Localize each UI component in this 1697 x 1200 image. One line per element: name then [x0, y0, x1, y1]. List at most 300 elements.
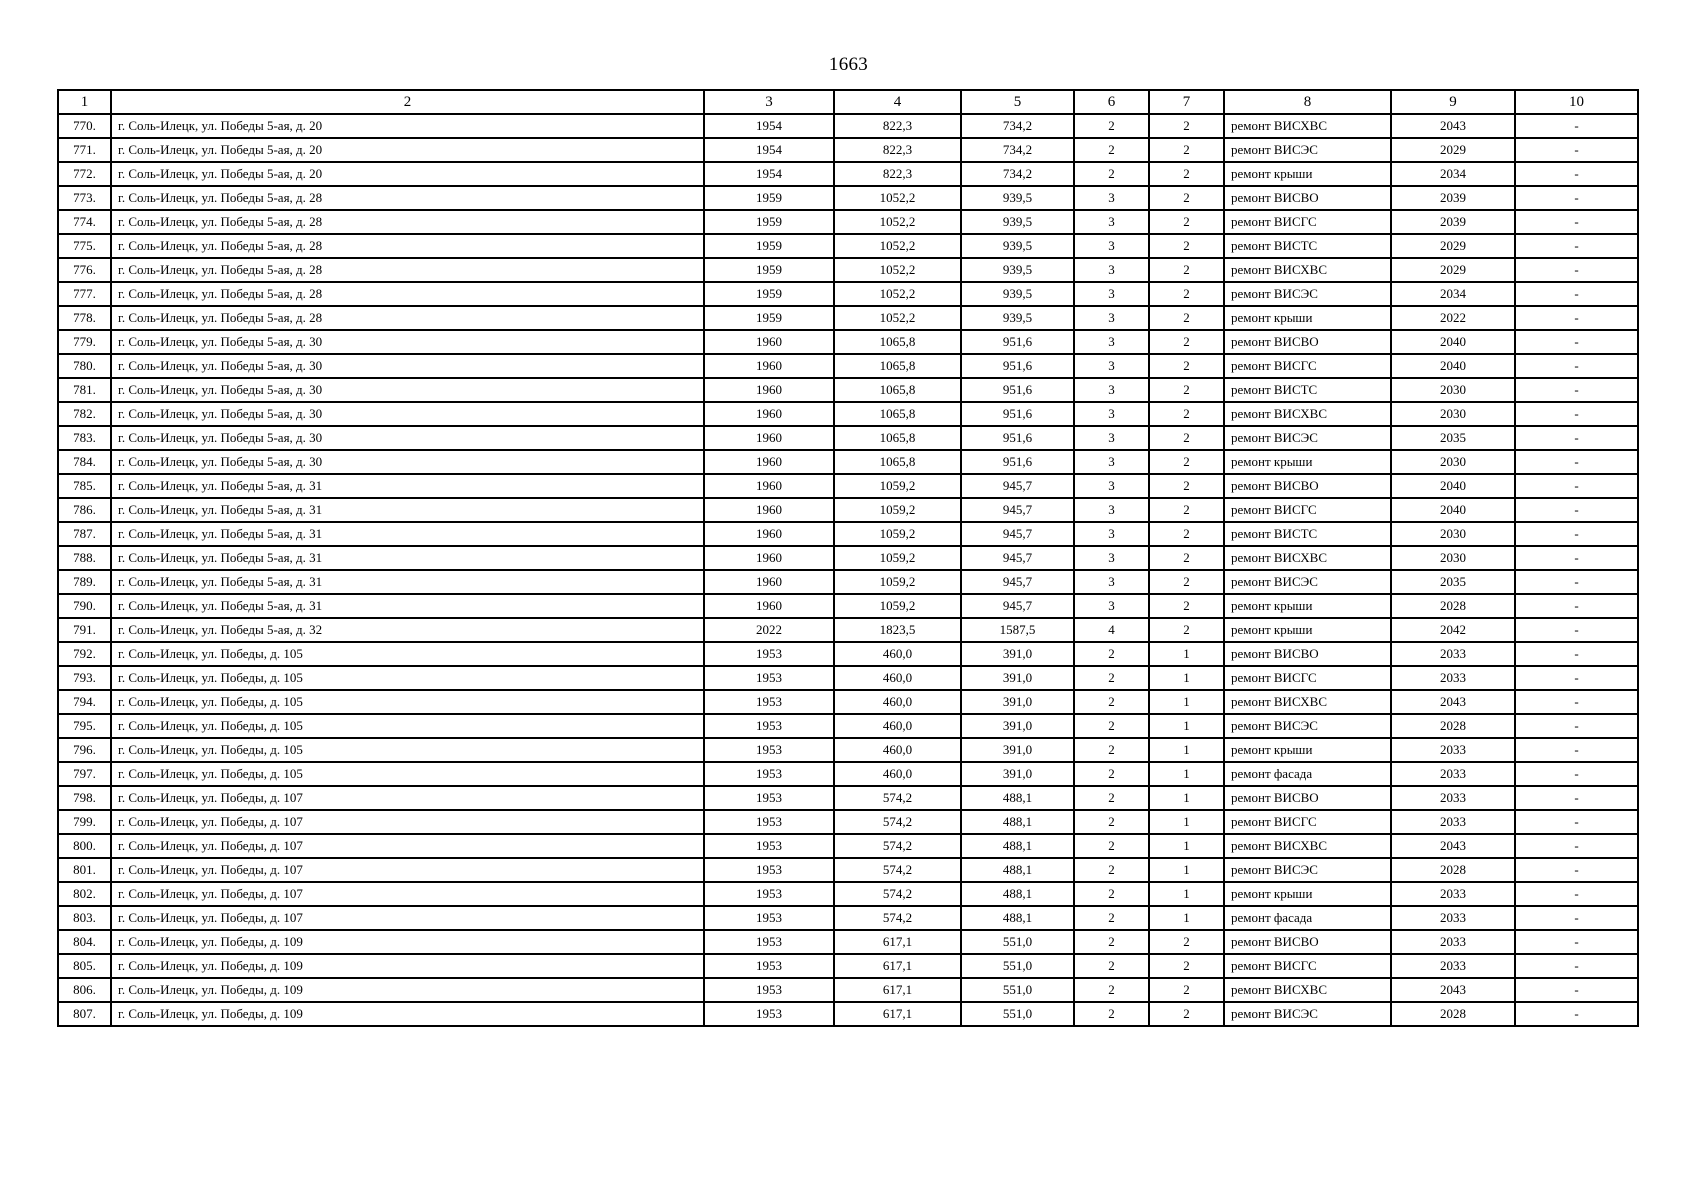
entrances-cell: 2 — [1149, 258, 1224, 282]
total-area-cell: 1065,8 — [834, 450, 961, 474]
address-cell: г. Соль-Илецк, ул. Победы, д. 105 — [111, 714, 704, 738]
year-cell: 1960 — [704, 570, 834, 594]
living-area-cell: 488,1 — [961, 906, 1074, 930]
entrances-cell: 1 — [1149, 690, 1224, 714]
year-cell: 1953 — [704, 1002, 834, 1026]
address-cell: г. Соль-Илецк, ул. Победы 5-ая, д. 31 — [111, 546, 704, 570]
living-area-cell: 1587,5 — [961, 618, 1074, 642]
year-cell: 1960 — [704, 546, 834, 570]
year-cell: 1960 — [704, 594, 834, 618]
year-cell: 1960 — [704, 450, 834, 474]
planned-year-cell: 2035 — [1391, 570, 1515, 594]
entrances-cell: 2 — [1149, 954, 1224, 978]
table-row — [58, 714, 1638, 738]
total-area-cell: 1052,2 — [834, 186, 961, 210]
living-area-cell: 951,6 — [961, 378, 1074, 402]
total-area-cell: 1065,8 — [834, 402, 961, 426]
total-area-cell: 1065,8 — [834, 378, 961, 402]
repair-type-cell: ремонт ВИСГС — [1224, 210, 1391, 234]
year-cell: 1954 — [704, 114, 834, 138]
table-row — [58, 594, 1638, 618]
repair-type-cell: ремонт ВИСЭС — [1224, 282, 1391, 306]
year-cell: 1960 — [704, 498, 834, 522]
row-number-cell: 789. — [58, 570, 111, 594]
note-cell: - — [1515, 666, 1638, 690]
repair-type-cell: ремонт ВИСВО — [1224, 930, 1391, 954]
floors-cell: 3 — [1074, 354, 1149, 378]
table-row — [58, 210, 1638, 234]
repair-type-cell: ремонт ВИСХВС — [1224, 546, 1391, 570]
row-number-cell: 792. — [58, 642, 111, 666]
living-area-cell: 488,1 — [961, 882, 1074, 906]
table-row — [58, 786, 1638, 810]
planned-year-cell: 2033 — [1391, 642, 1515, 666]
year-cell: 1959 — [704, 258, 834, 282]
planned-year-cell: 2040 — [1391, 330, 1515, 354]
address-cell: г. Соль-Илецк, ул. Победы, д. 107 — [111, 858, 704, 882]
floors-cell: 2 — [1074, 1002, 1149, 1026]
total-area-cell: 1059,2 — [834, 546, 961, 570]
table-row — [58, 354, 1638, 378]
repair-type-cell: ремонт ВИСВО — [1224, 786, 1391, 810]
repair-type-cell: ремонт ВИСХВС — [1224, 978, 1391, 1002]
year-cell: 1953 — [704, 978, 834, 1002]
total-area-cell: 460,0 — [834, 738, 961, 762]
table-row — [58, 570, 1638, 594]
floors-cell: 3 — [1074, 258, 1149, 282]
planned-year-cell: 2033 — [1391, 786, 1515, 810]
planned-year-cell: 2043 — [1391, 834, 1515, 858]
planned-year-cell: 2043 — [1391, 114, 1515, 138]
row-number-cell: 782. — [58, 402, 111, 426]
note-cell: - — [1515, 210, 1638, 234]
total-area-cell: 460,0 — [834, 666, 961, 690]
table-row — [58, 858, 1638, 882]
total-area-cell: 617,1 — [834, 978, 961, 1002]
year-cell: 1959 — [704, 210, 834, 234]
repair-type-cell: ремонт ВИСГС — [1224, 810, 1391, 834]
note-cell: - — [1515, 258, 1638, 282]
table-row — [58, 810, 1638, 834]
address-cell: г. Соль-Илецк, ул. Победы 5-ая, д. 28 — [111, 282, 704, 306]
total-area-cell: 1052,2 — [834, 258, 961, 282]
repair-type-cell: ремонт ВИСЭС — [1224, 426, 1391, 450]
row-number-cell: 800. — [58, 834, 111, 858]
floors-cell: 3 — [1074, 282, 1149, 306]
note-cell: - — [1515, 402, 1638, 426]
table-row — [58, 930, 1638, 954]
entrances-cell: 1 — [1149, 714, 1224, 738]
floors-cell: 3 — [1074, 546, 1149, 570]
address-cell: г. Соль-Илецк, ул. Победы 5-ая, д. 20 — [111, 114, 704, 138]
year-cell: 1960 — [704, 354, 834, 378]
repair-type-cell: ремонт ВИСХВС — [1224, 258, 1391, 282]
entrances-cell: 2 — [1149, 162, 1224, 186]
total-area-cell: 822,3 — [834, 138, 961, 162]
note-cell: - — [1515, 570, 1638, 594]
entrances-cell: 2 — [1149, 978, 1224, 1002]
year-cell: 1953 — [704, 738, 834, 762]
planned-year-cell: 2043 — [1391, 978, 1515, 1002]
repair-type-cell: ремонт ВИСТС — [1224, 378, 1391, 402]
row-number-cell: 770. — [58, 114, 111, 138]
floors-cell: 2 — [1074, 906, 1149, 930]
living-area-cell: 391,0 — [961, 714, 1074, 738]
note-cell: - — [1515, 930, 1638, 954]
year-cell: 1960 — [704, 426, 834, 450]
entrances-cell: 1 — [1149, 666, 1224, 690]
living-area-cell: 945,7 — [961, 546, 1074, 570]
total-area-cell: 1059,2 — [834, 474, 961, 498]
entrances-cell: 1 — [1149, 762, 1224, 786]
floors-cell: 3 — [1074, 522, 1149, 546]
total-area-cell: 1059,2 — [834, 498, 961, 522]
repair-type-cell: ремонт ВИСТС — [1224, 522, 1391, 546]
floors-cell: 3 — [1074, 402, 1149, 426]
planned-year-cell: 2040 — [1391, 354, 1515, 378]
address-cell: г. Соль-Илецк, ул. Победы 5-ая, д. 30 — [111, 354, 704, 378]
row-number-cell: 798. — [58, 786, 111, 810]
repair-type-cell: ремонт крыши — [1224, 306, 1391, 330]
address-cell: г. Соль-Илецк, ул. Победы, д. 105 — [111, 642, 704, 666]
total-area-cell: 1065,8 — [834, 426, 961, 450]
floors-cell: 2 — [1074, 786, 1149, 810]
row-number-cell: 794. — [58, 690, 111, 714]
planned-year-cell: 2035 — [1391, 426, 1515, 450]
floors-cell: 3 — [1074, 234, 1149, 258]
repair-type-cell: ремонт крыши — [1224, 618, 1391, 642]
table-row — [58, 666, 1638, 690]
row-number-cell: 787. — [58, 522, 111, 546]
total-area-cell: 1052,2 — [834, 306, 961, 330]
entrances-cell: 2 — [1149, 618, 1224, 642]
address-cell: г. Соль-Илецк, ул. Победы 5-ая, д. 28 — [111, 186, 704, 210]
floors-cell: 3 — [1074, 570, 1149, 594]
living-area-cell: 391,0 — [961, 738, 1074, 762]
repair-type-cell: ремонт крыши — [1224, 450, 1391, 474]
living-area-cell: 951,6 — [961, 426, 1074, 450]
entrances-cell: 2 — [1149, 1002, 1224, 1026]
table-row — [58, 234, 1638, 258]
note-cell: - — [1515, 762, 1638, 786]
planned-year-cell: 2033 — [1391, 810, 1515, 834]
table-row — [58, 138, 1638, 162]
floors-cell: 2 — [1074, 162, 1149, 186]
floors-cell: 3 — [1074, 186, 1149, 210]
table-row — [58, 426, 1638, 450]
repair-type-cell: ремонт ВИСГС — [1224, 666, 1391, 690]
entrances-cell: 2 — [1149, 186, 1224, 210]
living-area-cell: 945,7 — [961, 570, 1074, 594]
living-area-cell: 551,0 — [961, 954, 1074, 978]
row-number-cell: 793. — [58, 666, 111, 690]
entrances-cell: 2 — [1149, 114, 1224, 138]
entrances-cell: 2 — [1149, 522, 1224, 546]
total-area-cell: 574,2 — [834, 906, 961, 930]
total-area-cell: 617,1 — [834, 930, 961, 954]
year-cell: 1959 — [704, 186, 834, 210]
total-area-cell: 1823,5 — [834, 618, 961, 642]
note-cell: - — [1515, 162, 1638, 186]
total-area-cell: 574,2 — [834, 786, 961, 810]
address-cell: г. Соль-Илецк, ул. Победы 5-ая, д. 30 — [111, 330, 704, 354]
planned-year-cell: 2029 — [1391, 234, 1515, 258]
year-cell: 1953 — [704, 858, 834, 882]
address-cell: г. Соль-Илецк, ул. Победы 5-ая, д. 30 — [111, 378, 704, 402]
note-cell: - — [1515, 786, 1638, 810]
note-cell: - — [1515, 1002, 1638, 1026]
address-cell: г. Соль-Илецк, ул. Победы 5-ая, д. 30 — [111, 450, 704, 474]
table-row — [58, 186, 1638, 210]
repair-type-cell: ремонт фасада — [1224, 762, 1391, 786]
note-cell: - — [1515, 882, 1638, 906]
living-area-cell: 945,7 — [961, 474, 1074, 498]
floors-cell: 2 — [1074, 666, 1149, 690]
repair-type-cell: ремонт ВИСХВС — [1224, 402, 1391, 426]
living-area-cell: 945,7 — [961, 594, 1074, 618]
living-area-cell: 551,0 — [961, 1002, 1074, 1026]
note-cell: - — [1515, 738, 1638, 762]
note-cell: - — [1515, 954, 1638, 978]
address-cell: г. Соль-Илецк, ул. Победы, д. 109 — [111, 1002, 704, 1026]
living-area-cell: 734,2 — [961, 138, 1074, 162]
table-row — [58, 282, 1638, 306]
address-cell: г. Соль-Илецк, ул. Победы 5-ая, д. 28 — [111, 210, 704, 234]
year-cell: 1953 — [704, 906, 834, 930]
year-cell: 1960 — [704, 378, 834, 402]
year-cell: 1959 — [704, 234, 834, 258]
living-area-cell: 945,7 — [961, 522, 1074, 546]
row-number-cell: 799. — [58, 810, 111, 834]
row-number-cell: 780. — [58, 354, 111, 378]
year-cell: 1953 — [704, 762, 834, 786]
floors-cell: 3 — [1074, 498, 1149, 522]
repair-type-cell: ремонт ВИСЭС — [1224, 1002, 1391, 1026]
address-cell: г. Соль-Илецк, ул. Победы, д. 107 — [111, 810, 704, 834]
column-header: 5 — [961, 90, 1074, 114]
entrances-cell: 2 — [1149, 210, 1224, 234]
floors-cell: 2 — [1074, 882, 1149, 906]
note-cell: - — [1515, 978, 1638, 1002]
repair-type-cell: ремонт ВИСГС — [1224, 498, 1391, 522]
table-row — [58, 162, 1638, 186]
row-number-cell: 775. — [58, 234, 111, 258]
note-cell: - — [1515, 858, 1638, 882]
planned-year-cell: 2040 — [1391, 498, 1515, 522]
living-area-cell: 488,1 — [961, 786, 1074, 810]
address-cell: г. Соль-Илецк, ул. Победы 5-ая, д. 30 — [111, 402, 704, 426]
planned-year-cell: 2034 — [1391, 282, 1515, 306]
address-cell: г. Соль-Илецк, ул. Победы, д. 105 — [111, 666, 704, 690]
planned-year-cell: 2028 — [1391, 1002, 1515, 1026]
planned-year-cell: 2033 — [1391, 882, 1515, 906]
year-cell: 1953 — [704, 666, 834, 690]
row-number-cell: 779. — [58, 330, 111, 354]
address-cell: г. Соль-Илецк, ул. Победы 5-ая, д. 31 — [111, 570, 704, 594]
total-area-cell: 574,2 — [834, 858, 961, 882]
column-header: 7 — [1149, 90, 1224, 114]
note-cell: - — [1515, 642, 1638, 666]
repair-type-cell: ремонт крыши — [1224, 882, 1391, 906]
repair-type-cell: ремонт крыши — [1224, 162, 1391, 186]
year-cell: 1960 — [704, 474, 834, 498]
floors-cell: 3 — [1074, 450, 1149, 474]
entrances-cell: 1 — [1149, 858, 1224, 882]
row-number-cell: 807. — [58, 1002, 111, 1026]
total-area-cell: 1052,2 — [834, 282, 961, 306]
column-header: 3 — [704, 90, 834, 114]
table-row — [58, 618, 1638, 642]
entrances-cell: 2 — [1149, 378, 1224, 402]
table-row — [58, 474, 1638, 498]
row-number-cell: 771. — [58, 138, 111, 162]
table-row — [58, 906, 1638, 930]
repair-type-cell: ремонт ВИСВО — [1224, 330, 1391, 354]
planned-year-cell: 2030 — [1391, 522, 1515, 546]
table-row — [58, 738, 1638, 762]
row-number-cell: 795. — [58, 714, 111, 738]
row-number-cell: 772. — [58, 162, 111, 186]
repair-type-cell: ремонт ВИСХВС — [1224, 114, 1391, 138]
address-cell: г. Соль-Илецк, ул. Победы, д. 107 — [111, 882, 704, 906]
address-cell: г. Соль-Илецк, ул. Победы 5-ая, д. 31 — [111, 594, 704, 618]
entrances-cell: 1 — [1149, 786, 1224, 810]
living-area-cell: 488,1 — [961, 810, 1074, 834]
entrances-cell: 2 — [1149, 330, 1224, 354]
row-number-cell: 802. — [58, 882, 111, 906]
note-cell: - — [1515, 594, 1638, 618]
row-number-cell: 796. — [58, 738, 111, 762]
entrances-cell: 2 — [1149, 234, 1224, 258]
total-area-cell: 822,3 — [834, 114, 961, 138]
living-area-cell: 734,2 — [961, 162, 1074, 186]
note-cell: - — [1515, 618, 1638, 642]
entrances-cell: 2 — [1149, 570, 1224, 594]
floors-cell: 4 — [1074, 618, 1149, 642]
year-cell: 1953 — [704, 714, 834, 738]
living-area-cell: 945,7 — [961, 498, 1074, 522]
entrances-cell: 1 — [1149, 642, 1224, 666]
planned-year-cell: 2033 — [1391, 906, 1515, 930]
table-row — [58, 378, 1638, 402]
address-cell: г. Соль-Илецк, ул. Победы, д. 105 — [111, 738, 704, 762]
repair-type-cell: ремонт ВИСЭС — [1224, 714, 1391, 738]
planned-year-cell: 2040 — [1391, 474, 1515, 498]
row-number-cell: 773. — [58, 186, 111, 210]
table-row — [58, 258, 1638, 282]
total-area-cell: 822,3 — [834, 162, 961, 186]
floors-cell: 2 — [1074, 834, 1149, 858]
row-number-cell: 803. — [58, 906, 111, 930]
table-row — [58, 642, 1638, 666]
planned-year-cell: 2033 — [1391, 738, 1515, 762]
note-cell: - — [1515, 354, 1638, 378]
row-number-cell: 777. — [58, 282, 111, 306]
living-area-cell: 551,0 — [961, 978, 1074, 1002]
repair-type-cell: ремонт крыши — [1224, 594, 1391, 618]
total-area-cell: 460,0 — [834, 642, 961, 666]
planned-year-cell: 2028 — [1391, 714, 1515, 738]
living-area-cell: 939,5 — [961, 282, 1074, 306]
floors-cell: 2 — [1074, 978, 1149, 1002]
entrances-cell: 2 — [1149, 282, 1224, 306]
address-cell: г. Соль-Илецк, ул. Победы 5-ая, д. 31 — [111, 498, 704, 522]
address-cell: г. Соль-Илецк, ул. Победы, д. 107 — [111, 786, 704, 810]
planned-year-cell: 2033 — [1391, 666, 1515, 690]
table-row — [58, 498, 1638, 522]
note-cell: - — [1515, 834, 1638, 858]
living-area-cell: 391,0 — [961, 690, 1074, 714]
entrances-cell: 2 — [1149, 450, 1224, 474]
floors-cell: 3 — [1074, 306, 1149, 330]
note-cell: - — [1515, 426, 1638, 450]
planned-year-cell: 2030 — [1391, 450, 1515, 474]
note-cell: - — [1515, 498, 1638, 522]
planned-year-cell: 2030 — [1391, 378, 1515, 402]
year-cell: 1960 — [704, 522, 834, 546]
entrances-cell: 2 — [1149, 138, 1224, 162]
planned-year-cell: 2033 — [1391, 762, 1515, 786]
year-cell: 1953 — [704, 930, 834, 954]
note-cell: - — [1515, 186, 1638, 210]
column-header: 6 — [1074, 90, 1149, 114]
total-area-cell: 617,1 — [834, 954, 961, 978]
total-area-cell: 1065,8 — [834, 330, 961, 354]
year-cell: 1953 — [704, 786, 834, 810]
note-cell: - — [1515, 714, 1638, 738]
total-area-cell: 574,2 — [834, 810, 961, 834]
table-row — [58, 546, 1638, 570]
row-number-cell: 805. — [58, 954, 111, 978]
row-number-cell: 774. — [58, 210, 111, 234]
year-cell: 1953 — [704, 690, 834, 714]
living-area-cell: 939,5 — [961, 186, 1074, 210]
planned-year-cell: 2028 — [1391, 594, 1515, 618]
note-cell: - — [1515, 114, 1638, 138]
address-cell: г. Соль-Илецк, ул. Победы, д. 107 — [111, 906, 704, 930]
planned-year-cell: 2029 — [1391, 138, 1515, 162]
repair-type-cell: ремонт ВИСГС — [1224, 354, 1391, 378]
year-cell: 2022 — [704, 618, 834, 642]
living-area-cell: 939,5 — [961, 234, 1074, 258]
repair-type-cell: ремонт ВИСВО — [1224, 642, 1391, 666]
repair-type-cell: ремонт ВИСХВС — [1224, 834, 1391, 858]
repair-type-cell: ремонт ВИСЭС — [1224, 570, 1391, 594]
table-row — [58, 450, 1638, 474]
living-area-cell: 951,6 — [961, 354, 1074, 378]
year-cell: 1954 — [704, 138, 834, 162]
total-area-cell: 1059,2 — [834, 522, 961, 546]
repair-type-cell: ремонт ВИСГС — [1224, 954, 1391, 978]
row-number-cell: 776. — [58, 258, 111, 282]
note-cell: - — [1515, 330, 1638, 354]
planned-year-cell: 2033 — [1391, 930, 1515, 954]
total-area-cell: 1052,2 — [834, 210, 961, 234]
note-cell: - — [1515, 450, 1638, 474]
living-area-cell: 488,1 — [961, 858, 1074, 882]
floors-cell: 2 — [1074, 714, 1149, 738]
table-row — [58, 954, 1638, 978]
note-cell: - — [1515, 138, 1638, 162]
total-area-cell: 1059,2 — [834, 570, 961, 594]
entrances-cell: 1 — [1149, 882, 1224, 906]
table-row — [58, 114, 1638, 138]
row-number-cell: 788. — [58, 546, 111, 570]
repair-type-cell: ремонт фасада — [1224, 906, 1391, 930]
address-cell: г. Соль-Илецк, ул. Победы 5-ая, д. 28 — [111, 234, 704, 258]
living-area-cell: 951,6 — [961, 402, 1074, 426]
entrances-cell: 1 — [1149, 906, 1224, 930]
